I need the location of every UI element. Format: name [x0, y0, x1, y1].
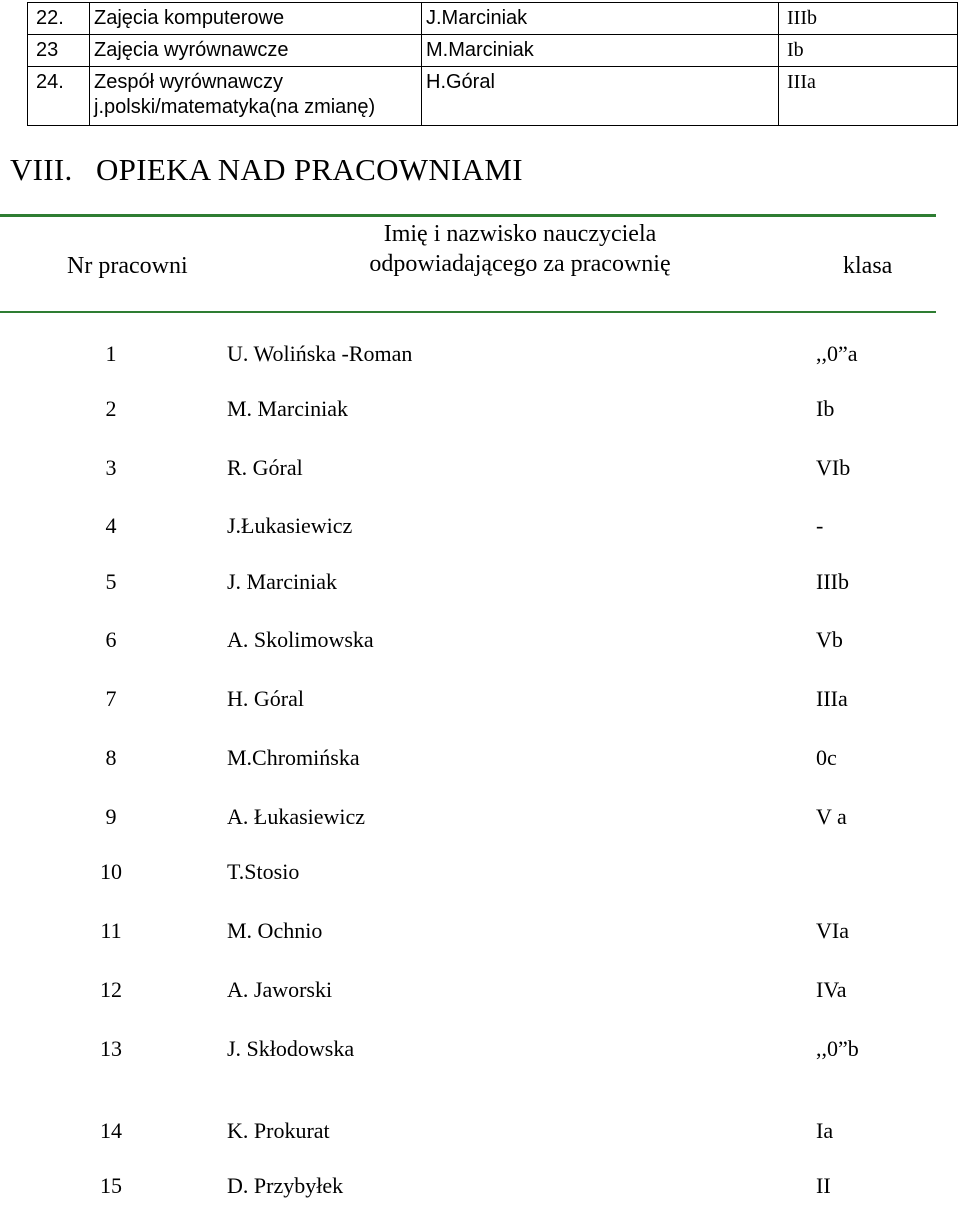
teacher-name: J. Skłodowska	[227, 1036, 355, 1061]
list-item	[0, 1035, 960, 1065]
header-rule-bottom	[0, 311, 936, 313]
list-item	[0, 803, 960, 833]
teacher-name: A. Skolimowska	[227, 627, 374, 652]
lab-number: 9	[105, 804, 117, 829]
teacher-name: M. Marciniak	[227, 396, 348, 421]
list-item	[0, 858, 960, 888]
lab-number: 13	[100, 1036, 122, 1061]
list-item	[0, 512, 960, 542]
lab-number: 4	[105, 513, 117, 538]
header-klasa: klasa	[843, 253, 893, 279]
lab-number: 5	[105, 569, 117, 594]
class-name: 0c	[816, 745, 837, 770]
teacher-name: K. Prokurat	[227, 1118, 330, 1143]
list-item	[0, 568, 960, 598]
class-name: V a	[816, 804, 847, 829]
teacher-name: M.Marciniak	[422, 35, 779, 67]
list-item	[0, 1117, 960, 1147]
subject-name: Zajęcia wyrównawcze	[90, 35, 422, 67]
list-item	[0, 685, 960, 715]
subject-name: Zajęcia komputerowe	[90, 3, 422, 35]
subject-name-line1: Zespół wyrównawczy	[94, 71, 283, 93]
teacher-name: D. Przybyłek	[227, 1173, 344, 1198]
lab-number: 15	[100, 1173, 122, 1198]
class-name: Ib	[816, 396, 835, 421]
teacher-name: H. Góral	[227, 686, 304, 711]
header-teacher-name	[300, 219, 740, 279]
lab-number: 2	[105, 396, 117, 421]
teacher-name: M. Ochnio	[227, 918, 323, 943]
class-name: Ib	[779, 35, 958, 67]
header-teacher-name-line1: Imię i nazwisko nauczyciela	[383, 221, 657, 247]
class-name: VIb	[816, 455, 851, 480]
lab-number: 14	[100, 1118, 122, 1143]
teacher-name: H.Góral	[422, 67, 779, 126]
row-number: 24.	[28, 67, 90, 126]
lab-number: 7	[105, 686, 117, 711]
class-name: IIIb	[779, 3, 958, 35]
class-name: II	[816, 1173, 831, 1198]
class-name: VIa	[816, 918, 849, 943]
lab-number: 3	[105, 455, 117, 480]
lab-number: 6	[105, 627, 117, 652]
subject-name-line2: j.polski/matematyka(na zmianę)	[94, 96, 376, 118]
list-item	[0, 626, 960, 656]
list-item	[0, 1172, 960, 1202]
lab-number: 8	[105, 745, 117, 770]
row-number: 22.	[28, 3, 90, 35]
class-name: -	[816, 513, 824, 538]
header-nr-pracowni: Nr pracowni	[67, 253, 188, 279]
teacher-name: J.Marciniak	[422, 3, 779, 35]
class-name: IVa	[816, 977, 847, 1002]
teacher-name: T.Stosio	[227, 859, 300, 884]
header-teacher-name-line2: odpowiadającego za pracownię	[369, 251, 671, 277]
subjects-table-continuation	[27, 2, 958, 126]
header-rule-top	[0, 214, 936, 217]
lab-number: 1	[105, 341, 117, 366]
class-name: IIIa	[816, 686, 848, 711]
teacher-name: A. Jaworski	[227, 977, 333, 1002]
table-row	[28, 3, 958, 35]
lab-number: 12	[100, 977, 122, 1002]
section-title: OPIEKA NAD PRACOWNIAMI	[96, 152, 523, 187]
teacher-name: A. Łukasiewicz	[227, 804, 366, 829]
section-heading	[10, 152, 523, 188]
lab-number: 11	[100, 918, 122, 943]
list-item	[0, 454, 960, 484]
class-name: Ia	[816, 1118, 834, 1143]
list-item	[0, 395, 960, 425]
class-name: IIIb	[816, 569, 849, 594]
lab-number: 10	[100, 859, 122, 884]
class-name: ,,0”a	[816, 341, 858, 366]
teacher-name: J.Łukasiewicz	[227, 513, 353, 538]
class-name: Vb	[816, 627, 843, 652]
list-item	[0, 976, 960, 1006]
section-number: VIII.	[10, 152, 73, 187]
list-item	[0, 744, 960, 774]
list-item	[0, 340, 960, 370]
teacher-name: R. Góral	[227, 455, 303, 480]
teacher-name: J. Marciniak	[227, 569, 337, 594]
subject-name	[90, 67, 422, 126]
row-number: 23	[28, 35, 90, 67]
table-row	[28, 35, 958, 67]
class-name: ,,0”b	[816, 1036, 859, 1061]
table-row	[28, 67, 958, 126]
teacher-name: M.Chromińska	[227, 745, 360, 770]
list-item	[0, 917, 960, 947]
teacher-name: U. Wolińska -Roman	[227, 341, 413, 366]
class-name: IIIa	[779, 67, 958, 126]
